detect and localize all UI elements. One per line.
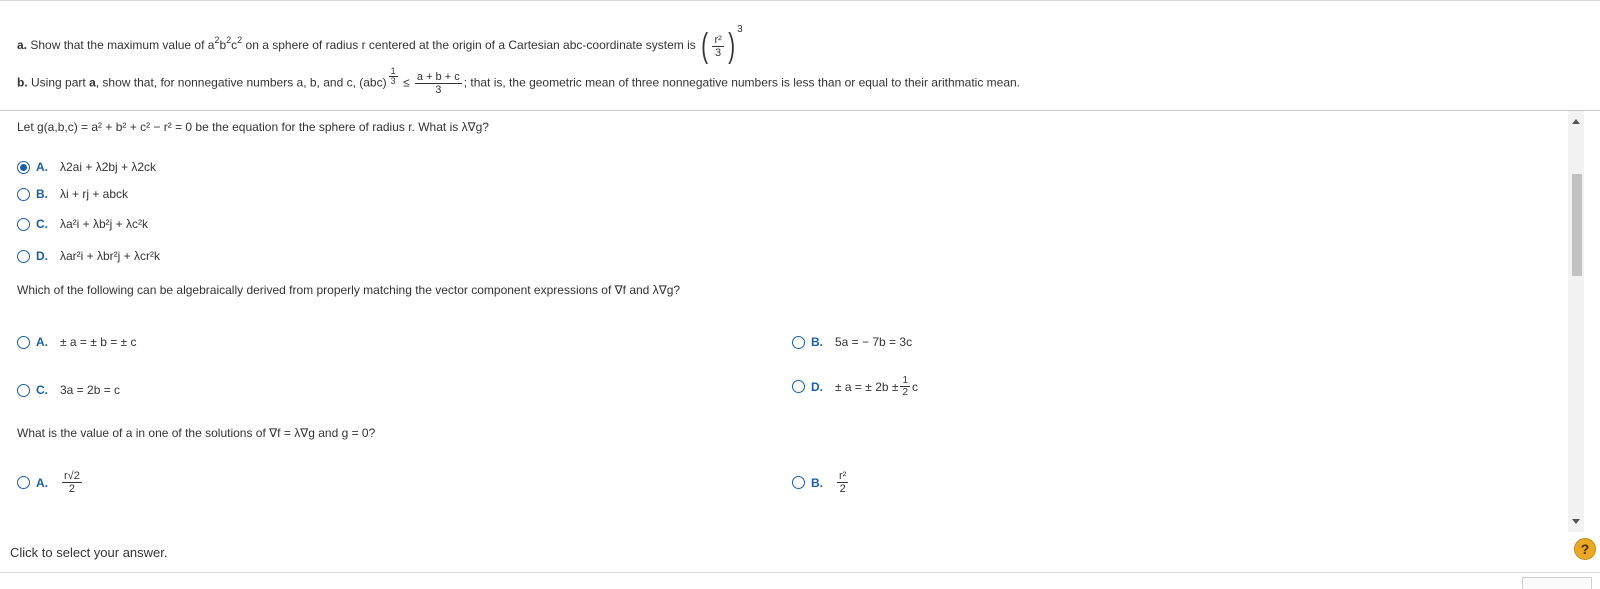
geometric-exponent [389,67,398,86]
part-a-text: c [231,38,238,53]
option-letter: C. [36,217,48,231]
fraction-denominator: 3 [715,46,722,59]
left-paren: ( [701,27,709,65]
part-a-prefix: a. [17,38,28,53]
fraction-numerator: r√2 [64,470,80,482]
radio-icon[interactable] [17,218,30,231]
part-b-prefix: b. [17,75,28,90]
leq-symbol: ≤ [402,75,410,90]
option-letter: D. [36,249,48,263]
part-b-text: , show that, for nonnegative numbers a, b, and c, (abc) [95,75,387,90]
option-letter: C. [36,383,48,397]
q1-option-b[interactable] [17,187,128,201]
q2-option-c[interactable] [17,383,120,397]
fraction-denominator: 2 [68,483,75,495]
radio-icon[interactable] [17,336,30,349]
option-fraction [900,375,910,398]
q3-option-b[interactable] [792,470,850,495]
option-text: λ2ai + λ2bj + λ2ck [60,160,157,174]
footer-divider [0,572,1600,573]
option-fraction [837,470,848,495]
hint-text: Click to select your answer. [10,545,168,560]
exponent: 2 [226,35,232,46]
fraction-numerator: r² [714,33,722,46]
part-b-text: ; that is, the geometric mean of three nonnegative numbers is less than or equal to their arithmatic mean. [463,75,1020,90]
option-text: λa²i + λb²j + λc²k [60,217,149,231]
option-text: λar²i + λbr²j + λcr²k [60,249,161,263]
radio-icon[interactable] [792,476,805,489]
fraction-numerator: 1 [390,66,396,76]
footer-bar [0,532,1600,589]
option-letter: A. [36,335,48,349]
exponent: 2 [214,35,220,46]
radio-icon[interactable] [17,188,30,201]
corner-tab [1522,577,1592,589]
fraction-denominator: 2 [902,387,909,398]
option-text: c [912,379,919,394]
scrollbar-thumb[interactable] [1572,174,1582,276]
option-fraction [62,470,82,495]
question-scroll-area[interactable] [0,111,1568,532]
option-text: 3a = 2b = c [60,383,121,397]
q1-option-c[interactable] [17,217,148,231]
fraction-denominator: 3 [390,76,396,86]
option-text: λi + rj + abck [60,187,129,201]
fraction-numerator: 1 [902,375,909,386]
question-3-text: What is the value of a in one of the solutions of ∇f = λ∇g and g = 0? [17,426,376,440]
question-1-text: Let g(a,b,c) = a² + b² + c² − r² = 0 be the equation for the sphere of radius r. What is λ∇g? [17,120,489,134]
option-letter: B. [36,187,48,201]
exponent: 2 [237,35,243,46]
arithmetic-mean-fraction [415,71,462,96]
part-a-text: Show that the maximum value of a [30,38,215,53]
q3-option-a[interactable] [17,470,84,495]
part-a-text: b [219,38,227,53]
option-letter: D. [811,379,823,394]
option-letter: B. [811,335,823,349]
question-2-text: Which of the following can be algebraically derived from properly matching the vector component expressions of ∇f and λ∇g? [17,283,681,297]
problem-statement [0,1,1600,111]
option-letter: B. [811,475,823,490]
option-text: 5a = − 7b = 3c [835,335,913,349]
q2-option-d[interactable] [792,375,918,398]
radio-icon[interactable] [792,380,805,393]
radio-icon[interactable] [17,476,30,489]
right-paren: ) [728,27,735,65]
option-letter: A. [36,475,48,490]
radio-icon[interactable] [17,250,30,263]
radio-icon[interactable] [792,336,805,349]
radio-selected-icon[interactable] [17,161,30,174]
q1-option-a[interactable] [17,160,156,174]
fraction-numerator: a + b + c [416,71,460,83]
q1-option-d[interactable] [17,249,160,263]
fraction-denominator: 3 [435,84,442,96]
fraction-numerator: r² [839,470,847,482]
part-a-text: on a sphere of radius r centered at the origin of a Cartesian abc-coordinate system is [245,38,696,53]
option-text: ± a = ± 2b ± [835,379,899,394]
help-icon[interactable]: ? [1574,538,1596,560]
fraction-denominator: 2 [839,483,846,495]
power-exponent: 3 [737,24,743,36]
scroll-down-icon[interactable] [1572,519,1580,524]
scroll-up-icon[interactable] [1572,119,1580,124]
q2-option-b[interactable] [792,335,912,349]
part-b-line [17,66,1020,96]
q2-option-a[interactable] [17,335,136,349]
part-b-ref: a [89,75,96,90]
option-letter: A. [36,160,48,174]
part-a-line [17,24,743,65]
part-b-text: Using part [31,75,86,90]
radio-icon[interactable] [17,384,30,397]
option-text: ± a = ± b = ± c [60,335,137,349]
max-value-fraction [712,34,723,59]
